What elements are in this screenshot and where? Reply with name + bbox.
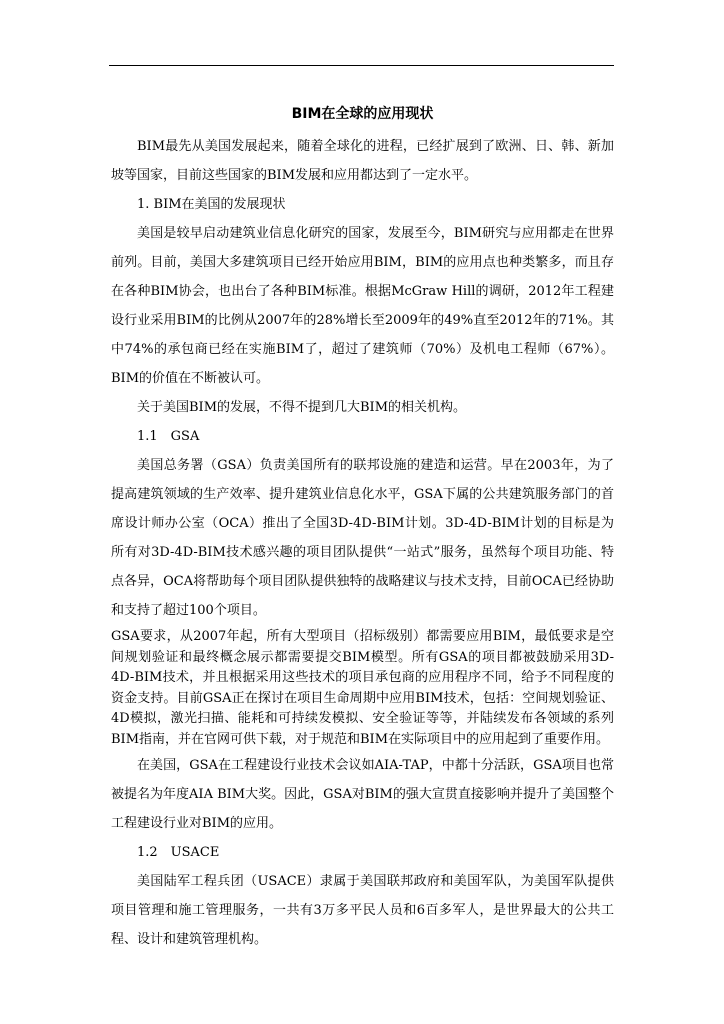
section-1-1-heading: 1.1 GSA xyxy=(137,429,200,444)
section-1-heading: 1. BIM在美国的发展现状 xyxy=(137,197,286,212)
document-body xyxy=(111,96,614,954)
section-1-1-paragraph-3: 在美国，GSA在工程建设行业技术会议如AIA-TAP，中都十分活跃，GSA项目也常被提名为年度AIA BIM大奖。因此，GSA对BIM的强大宣贯直接影响并提升了美国整个工程建设行业对BIM的应用。 xyxy=(111,758,614,831)
intro-paragraph: BIM最先从美国发展起来，随着全球化的进程，已经扩展到了欧洲、日、韩、新加坡等国家，目前这些国家的BIM发展和应用都达到了一定水平。 xyxy=(111,139,614,183)
section-1-2-paragraph-1: 美国陆军工程兵团（USACE）隶属于美国联邦政府和美国军队，为美国军队提供项目管理和施工管理服务，一共有3万多平民人员和6百多军人，是世界最大的公共工程、设计和建筑管理机构。 xyxy=(111,874,614,947)
section-1-paragraph-1: 美国是较早启动建筑业信息化研究的国家，发展至今，BIM研究与应用都走在世界前列。目前，美国大多建筑项目已经开始应用BIM，BIM的应用点也种类繁多，而且存在各种BIM协会，也出台了各种BIM标准。根据McGraw Hill的调研，2012年工程建设行业采用BIM的比例从2007年的28%增长至2009年的49%直至2012年的71%。其中74%的承包商已经在实施BIM了，超过了建筑师（70%）及机电工程师（67%）。BIM的价值在不断被认可。 xyxy=(111,226,614,386)
section-1-2-heading: 1.2 USACE xyxy=(137,845,220,860)
section-1-1-paragraph-2: GSA要求，从2007年起，所有大型项目（招标级别）都需要应用BIM，最低要求是空间规划验证和最终概念展示都需要提交BIM模型。所有GSA的项目都被鼓励采用3D-4D-BIM技术，并且根据采用这些技术的项目承包商的应用程序不同，给予不同程度的资金支持。目前GSA正在探讨在项目生命周期中应用BIM技术，包括：空间规划验证、4D模拟，激光扫描、能耗和可持续发模拟、安全验证等等，并陆续发布各领域的系列BIM指南，并在官网可供下载，对于规范和BIM在实际项目中的应用起到了重要作用。 xyxy=(111,629,614,747)
section-1-1-paragraph-1: 美国总务署（GSA）负责美国所有的联邦设施的建造和运营。早在2003年，为了提高建筑领域的生产效率、提升建筑业信息化水平，GSA下属的公共建筑服务部门的首席设计师办公室（OCA）推出了全国3D-4D-BIM计划。3D-4D-BIM计划的目标是为所有对3D-4D-BIM技术感兴趣的项目团队提供“一站式”服务，虽然每个项目功能、特点各异，OCA将帮助每个项目团队提供独特的战略建议与技术支持，目前OCA已经协助和支持了超过100个项目。 xyxy=(111,458,614,618)
document-title: BIM在全球的应用现状 xyxy=(291,106,434,122)
header-rule xyxy=(109,65,614,66)
section-1-paragraph-2: 关于美国BIM的发展，不得不提到几大BIM的相关机构。 xyxy=(137,400,466,415)
